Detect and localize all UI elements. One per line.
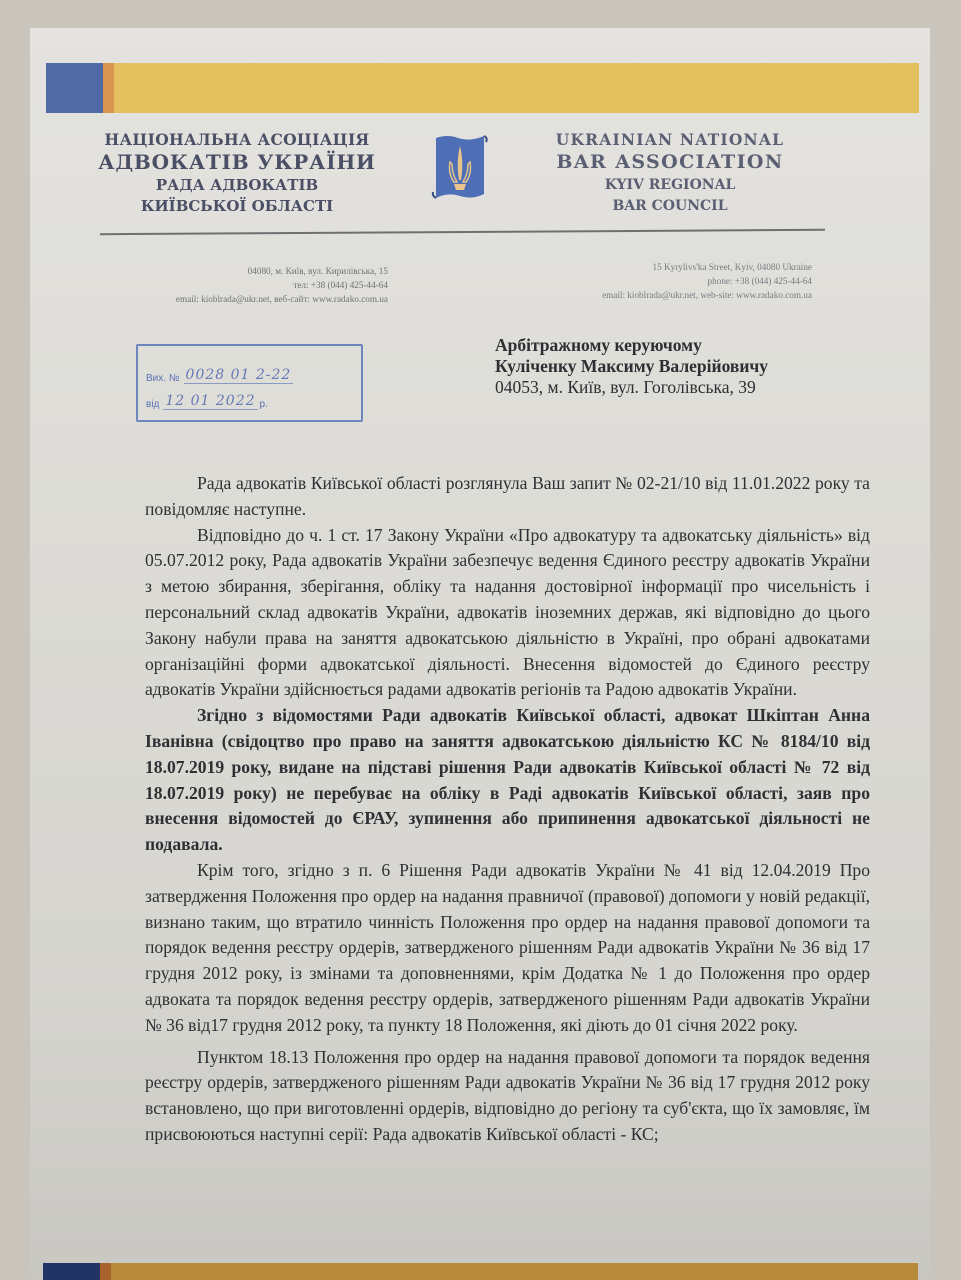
addressee-name: Куліченку Максиму Валерійовичу	[495, 356, 769, 376]
letterhead-bottom-band	[43, 1263, 918, 1280]
addressee-title: Арбітражному керуючому	[495, 335, 702, 355]
phone-ua: тел: +38 (044) 425-44-64	[293, 280, 388, 290]
org-name-line1: НАЦІОНАЛЬНА АСОЦІАЦІЯ	[104, 130, 370, 149]
band-bottom-blue-segment	[43, 1263, 100, 1280]
contacts-ukrainian	[88, 264, 388, 306]
band-orange-segment	[103, 63, 114, 113]
address-en: 15 Kyrylivs'ka Street, Kyiv, 04080 Ukraine	[652, 262, 812, 272]
org-name-line4: КИЇВСЬКОЇ ОБЛАСТІ	[140, 197, 334, 215]
addressee-block	[495, 335, 768, 398]
paragraph-1: Рада адвокатів Київської області розглянула Ваш запит № 02-21/10 від 11.01.2022 року та повідомляє наступне.	[145, 473, 870, 519]
letterhead-top-band	[46, 63, 919, 113]
letterhead-divider	[100, 229, 825, 235]
addressee-address: 04053, м. Київ, вул. Гоголівська, 39	[495, 377, 756, 397]
org-name-en-line1: UKRAINIAN NATIONAL	[555, 130, 785, 149]
org-name-line3: РАДА АДВОКАТІВ	[155, 176, 319, 194]
outgoing-date-row	[146, 394, 268, 410]
email-web-en: email: kioblrada@ukr.net, web-site: www.radako.com.ua	[602, 290, 812, 300]
org-name-en-line4: BAR COUNCIL	[612, 198, 728, 214]
band-bottom-gold-segment	[111, 1263, 918, 1280]
band-blue-segment	[46, 63, 103, 113]
date-value: 12 01 2022	[165, 393, 256, 409]
letter-body	[145, 471, 870, 1148]
band-bottom-orange-segment	[100, 1263, 111, 1280]
address-ua: 04080, м. Київ, вул. Кирилівська, 15	[247, 266, 388, 276]
org-name-en-line2: BAR ASSOCIATION	[556, 151, 784, 173]
trident-scroll-logo-icon	[428, 132, 494, 212]
email-web-ua: email: kioblrada@ukr.net, веб-сайт: www.radako.com.ua	[175, 294, 388, 304]
letterhead-english-title	[530, 130, 810, 217]
letter-page	[30, 28, 930, 1278]
paragraph-5: Пунктом 18.13 Положення про ордер на надання правової допомоги та порядок ведення реєстру ордерів, затвердженого рішенням Ради адвокатів України № 36 від 17 грудня 2012 року встановлено, що при виготовленні ордерів, відповідно до регіону та суб'єкта, що їх замовляє, їм присвоюються наступні серії: Рада адвокатів Київської області - КС;	[145, 1046, 870, 1144]
outgoing-number-value: 0028 01 2-22	[185, 367, 292, 383]
outgoing-registration-stamp	[136, 344, 363, 422]
contacts-english	[530, 260, 812, 302]
paragraph-4: Крім того, згідно з п. 6 Рішення Ради адвокатів України № 41 від 12.04.2019 Про затвердження Положення про ордер на надання правничої (правової) допомоги у новій редакції, визнано таким, що втратило чинність Положення про ордер на надання правової допомоги та порядок ведення реєстру ордерів, затвердженого рішенням Ради адвокатів України № 36 від 17 грудня 2012 року, із змінами та доповненнями, крім Додатка № 1 до Положення про ордер адвоката та порядок ведення реєстру ордерів, затвердженого рішенням Ради адвокатів України № 36 від17 грудня 2012 року, та пункту 18 Положення, які діють до 01 січня 2022 року.	[145, 859, 870, 1035]
org-name-en-line3: KYIV REGIONAL	[604, 177, 736, 193]
date-label: від	[146, 399, 160, 410]
outgoing-number-label: Вих. №	[146, 373, 180, 384]
outgoing-number-row	[146, 368, 293, 384]
org-name-line2: АДВОКАТІВ УКРАЇНИ	[98, 150, 376, 174]
band-gold-segment	[114, 63, 919, 113]
paragraph-2: Відповідно до ч. 1 ст. 17 Закону України «Про адвокатуру та адвокатську діяльність» від 05.07.2012 року, Рада адвокатів України забезпечує ведення Єдиного реєстру адвокатів України з метою збирання, зберігання, обліку та надання достовірної інформації про чисельність і персональний склад адвокатів України, адвокатів іноземних держав, які відповідно до цього Закону набули права на заняття адвокатською діяльністю в Україні, про обрані адвокатами організаційні форми адвокатської діяльності. Внесення відомостей до Єдиного реєстру адвокатів України здійснюється радами адвокатів регіонів та Радою адвокатів України.	[145, 524, 870, 700]
paragraph-3: Згідно з відомостями Ради адвокатів Київської області, адвокат Шкіптан Анна Іванівна (свідоцтво про право на заняття адвокатською діяльністю КС № 8184/10 від 18.07.2019 року, видане на підставі рішення Ради адвокатів Київської області № 72 від 18.07.2019 року) не перебуває на обліку в Раді адвокатів Київської області, заяв про внесення відомостей до ЄРАУ, зупинення або припинення адвокатської діяльності не подавала.	[145, 705, 870, 855]
letterhead-ukrainian-title	[98, 130, 376, 217]
phone-en: phone: +38 (044) 425-44-64	[707, 276, 812, 286]
date-suffix: р.	[259, 399, 268, 410]
